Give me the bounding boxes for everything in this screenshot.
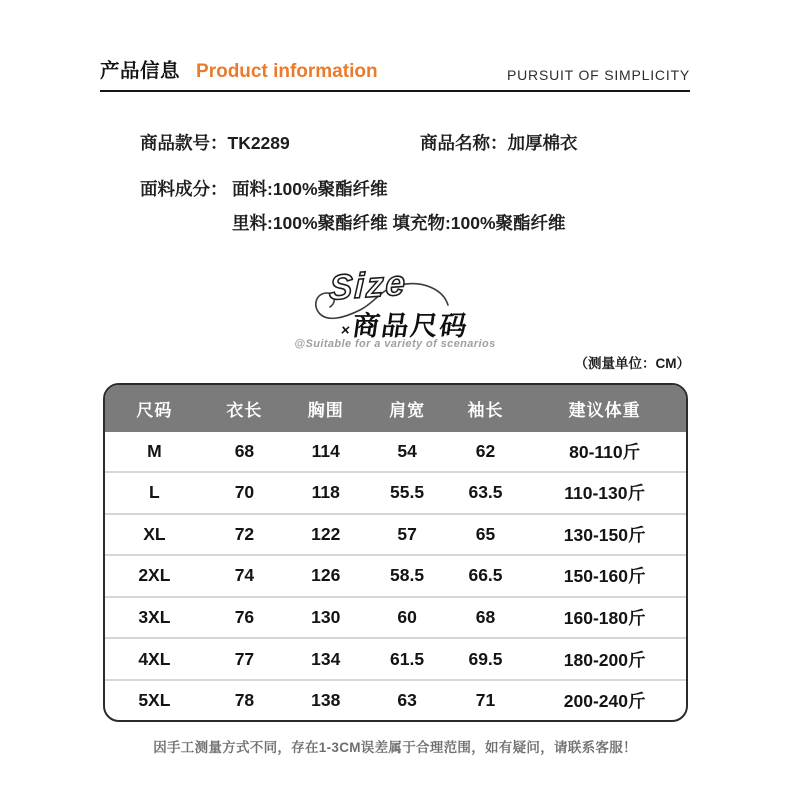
- size-table-grid: [105, 385, 686, 720]
- size-cell: 77: [204, 638, 285, 680]
- size-cell: 138: [285, 680, 366, 720]
- table-row: [105, 638, 686, 680]
- size-cell: 60: [366, 597, 447, 639]
- size-cell: 200-240斤: [523, 680, 686, 720]
- size-cell: 70: [204, 472, 285, 514]
- size-cell: 62: [475, 441, 496, 462]
- table-row: [105, 597, 686, 639]
- page-header: [100, 50, 690, 92]
- size-col-header: 建议体重: [523, 385, 686, 432]
- product-model-name-line: [100, 130, 690, 162]
- fabric-label: 面料成分：: [140, 179, 228, 199]
- product-name-value: 加厚棉衣: [507, 133, 578, 153]
- size-cell: 68: [448, 597, 524, 639]
- measurement-unit-note: （测量单位：CM）: [574, 356, 690, 371]
- size-cell: 63: [366, 680, 447, 720]
- table-row: [105, 680, 686, 720]
- table-row: [105, 472, 686, 514]
- size-cell: 74: [204, 555, 285, 597]
- size-cell: 54: [397, 441, 417, 462]
- size-cell: 150-160斤: [523, 555, 686, 597]
- size-cell: 80-110斤: [569, 442, 641, 463]
- size-cell: 76: [204, 597, 285, 639]
- fabric-line-1: [100, 176, 690, 208]
- product-name-label: 商品名称：: [420, 133, 508, 153]
- size-cell: 55.5: [366, 472, 447, 514]
- size-cell: 130-150斤: [523, 514, 686, 556]
- product-name: [420, 130, 578, 155]
- size-cell: 126: [285, 555, 366, 597]
- size-cell: 122: [285, 514, 366, 556]
- size-table-body: [105, 432, 686, 720]
- size-col-header: 袖长: [448, 385, 524, 432]
- size-cell: 68: [234, 441, 255, 462]
- size-cell: 130: [285, 597, 366, 639]
- table-row: [105, 432, 686, 472]
- size-cell: 78: [204, 680, 285, 720]
- size-cell: 71: [448, 680, 524, 720]
- size-chart-logo: [285, 256, 505, 358]
- page-title-cn: 产品信息: [100, 60, 181, 82]
- product-info-section: [100, 130, 690, 242]
- size-table-header: [105, 385, 686, 432]
- size-cell: 3XL: [105, 597, 204, 639]
- product-model: [140, 130, 290, 155]
- fabric-value-2: 里料:100%聚酯纤维 填充物:100%聚酯纤维: [232, 213, 566, 233]
- fabric-line-2: [100, 210, 690, 242]
- table-row: [105, 555, 686, 597]
- size-cell: 57: [366, 514, 447, 556]
- size-cell: 118: [285, 472, 366, 514]
- size-chart-title: 商品尺码: [350, 311, 471, 341]
- size-cell: M: [147, 441, 162, 462]
- size-cell: L: [105, 472, 204, 514]
- fabric-value-1: 面料:100%聚酯纤维: [232, 179, 388, 199]
- size-cell: 61.5: [366, 638, 447, 680]
- x-mark: ×: [339, 322, 351, 339]
- size-cell: 65: [448, 514, 524, 556]
- size-col-header: 胸围: [285, 385, 366, 432]
- size-cell: 63.5: [448, 472, 524, 514]
- size-col-header: 尺码: [105, 385, 204, 432]
- size-cell: 2XL: [105, 555, 204, 597]
- size-cell: 134: [285, 638, 366, 680]
- size-cell: 180-200斤: [523, 638, 686, 680]
- size-cell: 160-180斤: [523, 597, 686, 639]
- page-title-en: Product information: [196, 61, 378, 82]
- table-row: [105, 514, 686, 556]
- size-col-header: 肩宽: [366, 385, 447, 432]
- size-cell: 58.5: [366, 555, 447, 597]
- size-cell: 72: [204, 514, 285, 556]
- size-cell: 114: [311, 441, 340, 462]
- brand-slogan: PURSUIT OF SIMPLICITY: [506, 67, 690, 83]
- size-cell: 66.5: [448, 555, 524, 597]
- size-table-header-row: [105, 385, 686, 432]
- size-cell: XL: [105, 514, 204, 556]
- disclaimer-note: 因手工测量方式不同，存在1-3CM误差属于合理范围，如有疑问，请联系客服！: [153, 740, 637, 755]
- size-col-header: 衣长: [204, 385, 285, 432]
- size-table: [103, 383, 688, 722]
- product-model-value: TK2289: [227, 133, 290, 153]
- size-logo-word: Size: [328, 263, 408, 308]
- size-cell: 110-130斤: [523, 472, 686, 514]
- product-model-label: 商品款号：: [140, 133, 228, 153]
- size-chart-subtitle: @Suitable for a variety of scenarios: [294, 338, 496, 350]
- size-cell: 5XL: [105, 680, 204, 720]
- size-cell: 69.5: [448, 638, 524, 680]
- size-cell: 4XL: [105, 638, 204, 680]
